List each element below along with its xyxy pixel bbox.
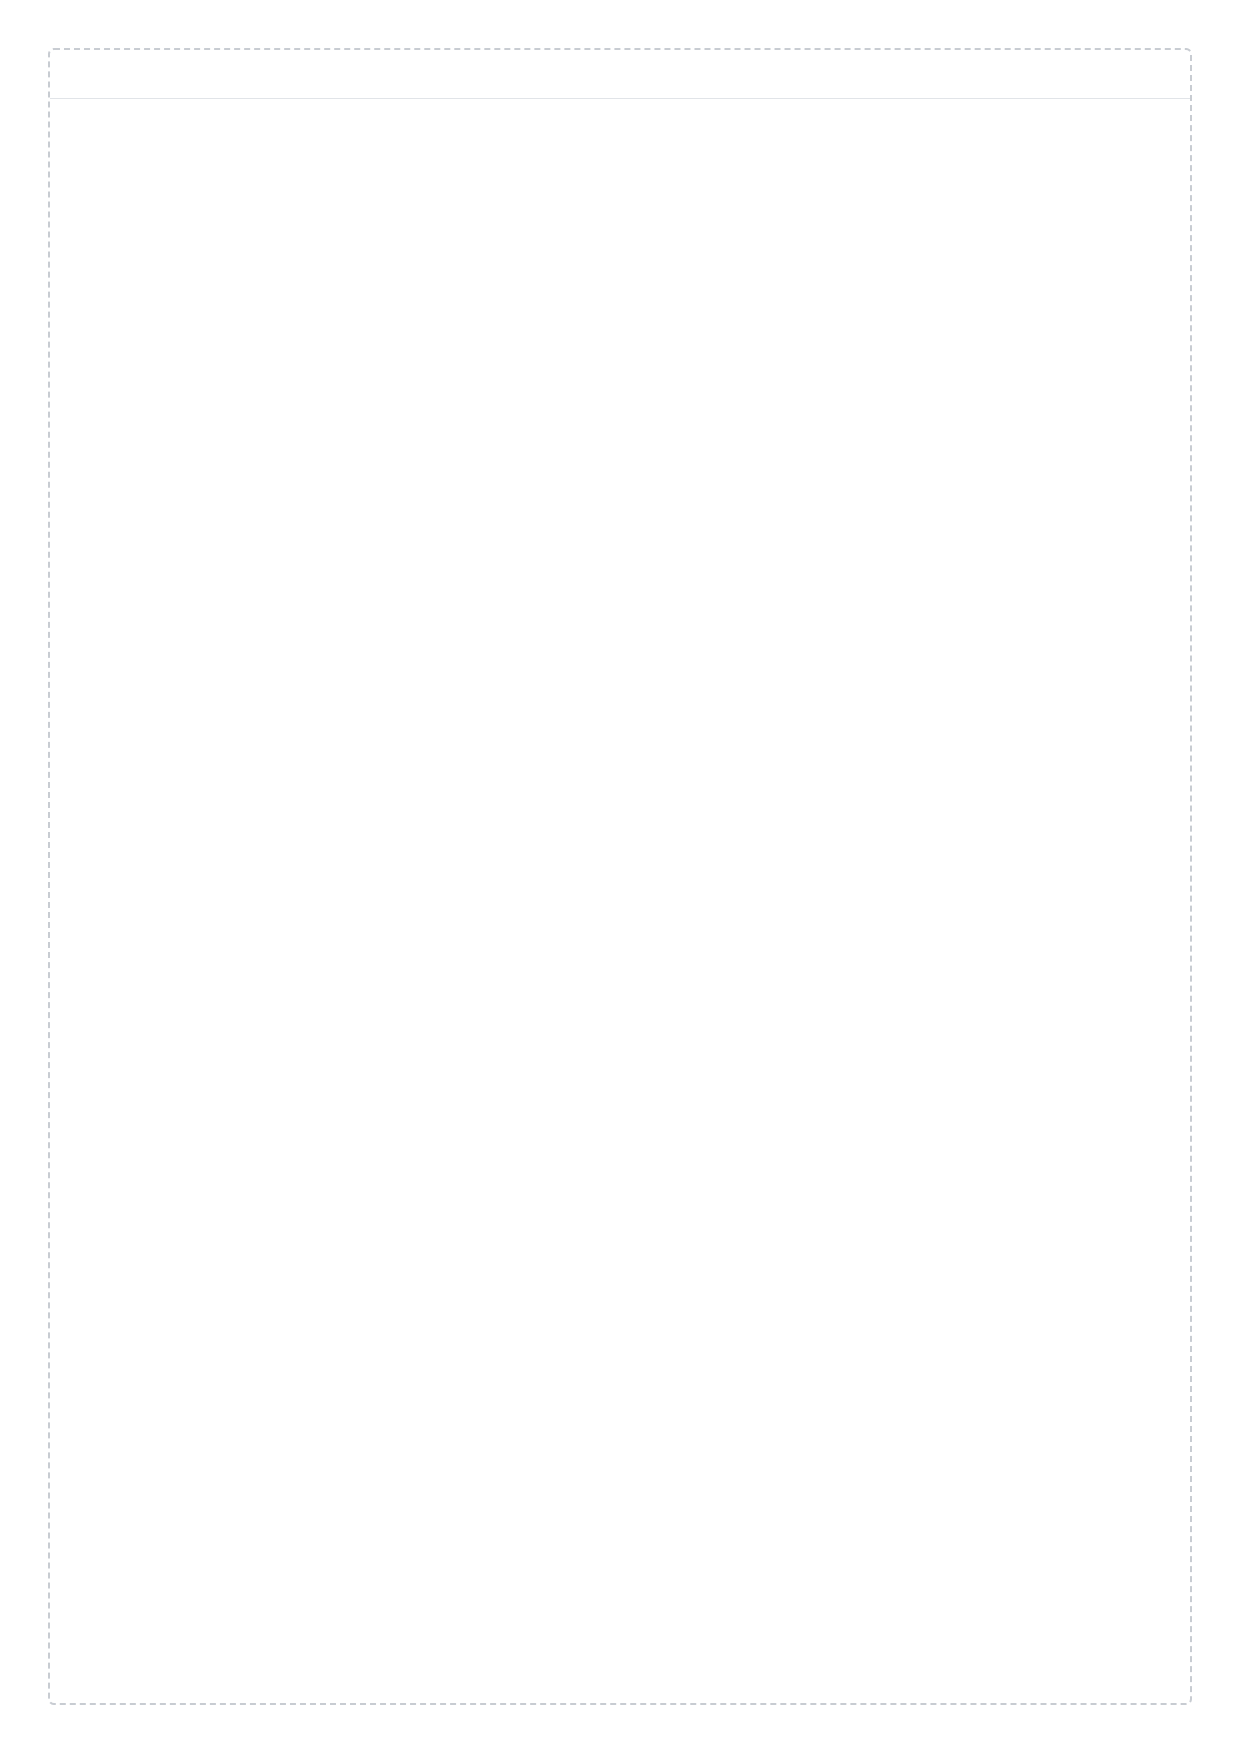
title-bar: [50, 50, 1190, 99]
main-content: [50, 99, 1190, 1703]
app-window: [48, 48, 1192, 1705]
